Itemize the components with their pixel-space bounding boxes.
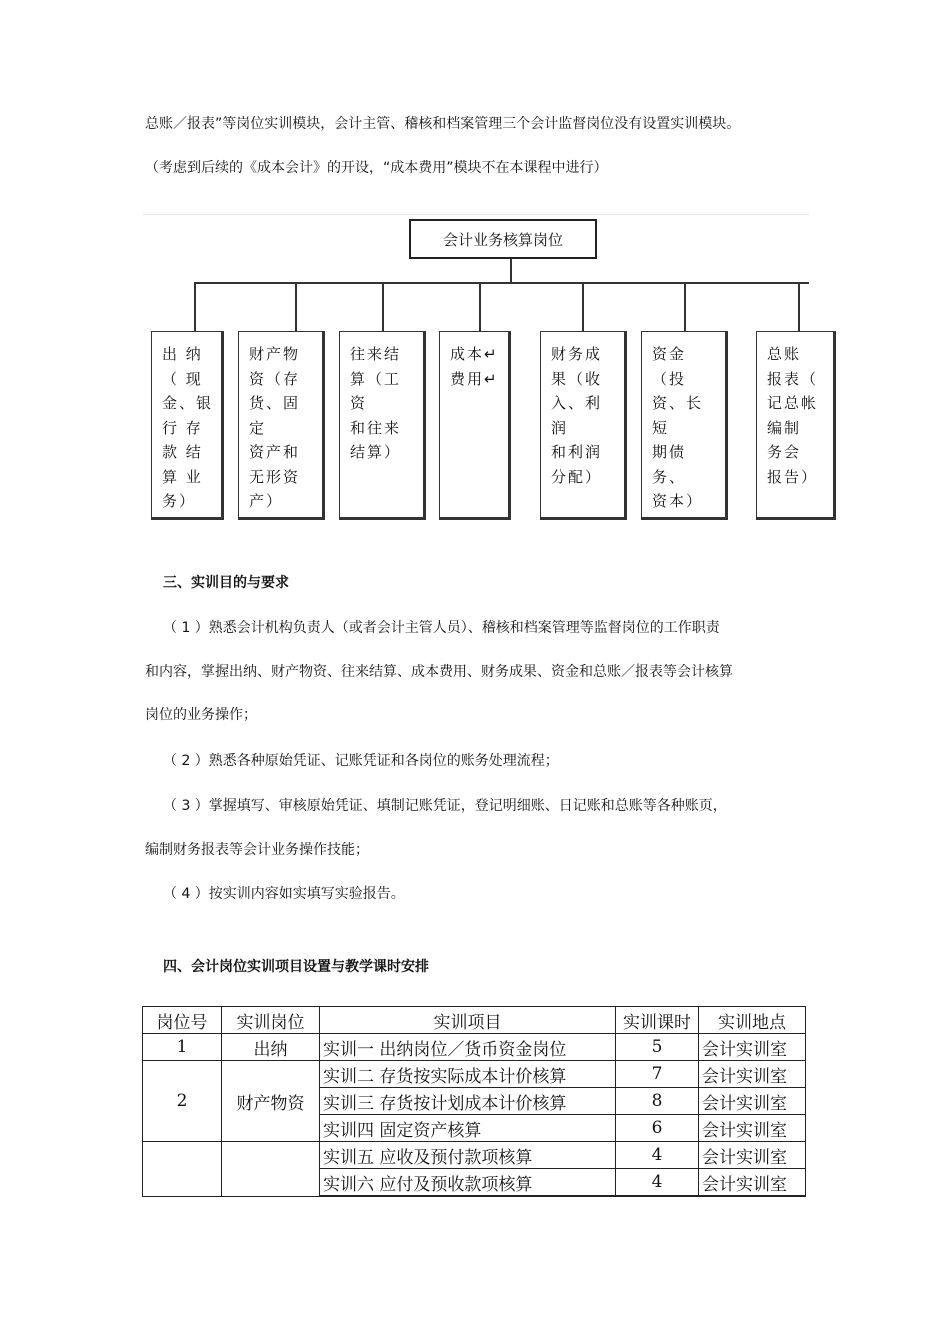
box-text: 行 存 xyxy=(162,418,203,437)
connector-root xyxy=(510,259,512,283)
connector-1 xyxy=(194,282,196,331)
chart-box-cost xyxy=(439,331,511,520)
cell-hours: 4 xyxy=(616,1142,699,1169)
chart-root-box: 会计业务核算岗位 xyxy=(409,219,597,259)
cell-hours: 8 xyxy=(616,1088,699,1115)
box-text: 期债务、 xyxy=(652,443,687,486)
chart-box-results xyxy=(540,331,627,520)
cell-hours: 7 xyxy=(616,1061,699,1088)
box-text: 出 纳 xyxy=(162,345,203,363)
box-text: 费用↵ xyxy=(450,369,499,388)
connector-2 xyxy=(295,282,297,331)
cell-project: 实训六 应付及预收款项核算 xyxy=(320,1169,616,1197)
box-text: 总账 xyxy=(767,345,802,363)
cell-project: 实训五 应收及预付款项核算 xyxy=(320,1142,616,1169)
cell-post-no: 2 xyxy=(143,1061,222,1142)
box-text: 果（收 xyxy=(551,369,603,388)
org-chart xyxy=(143,214,819,524)
section-4-heading: 四、会计岗位实训项目设置与教学课时安排 xyxy=(163,959,429,975)
box-text: 财产物 xyxy=(249,345,301,363)
table-row xyxy=(143,1061,806,1088)
table-header-row xyxy=(143,1007,806,1034)
divider-line xyxy=(143,214,809,215)
chart-box-funds xyxy=(641,331,728,520)
cell-post-no: 1 xyxy=(143,1034,222,1061)
cell-project: 实训三 存货按计划成本计价核算 xyxy=(320,1088,616,1115)
box-text: 往来结 xyxy=(350,345,402,363)
intro-line-1: 总账／报表”等岗位实训模块，会计主管、稽核和档案管理三个会计监督岗位没有设置实训模块。 xyxy=(145,116,741,132)
box-text: 款 结 xyxy=(162,443,203,461)
chart-box-property xyxy=(238,331,325,520)
box-text: 务） xyxy=(162,492,197,510)
cell-place: 会计实训室 xyxy=(699,1142,806,1169)
box-text: 编制 xyxy=(767,418,802,437)
cell-post-no-empty xyxy=(143,1142,222,1197)
section-3-heading: 三、实训目的与要求 xyxy=(163,575,289,591)
cell-place: 会计实训室 xyxy=(699,1061,806,1088)
header-cell: 实训课时 xyxy=(616,1007,699,1034)
cell-post: 财产物资 xyxy=(222,1061,320,1142)
cell-post: 出纳 xyxy=(222,1034,320,1061)
connector-5 xyxy=(582,282,584,331)
cell-project: 实训二 存货按实际成本计价核算 xyxy=(320,1061,616,1088)
box-text: 资金（投 xyxy=(652,345,687,388)
box-text: 入、利润 xyxy=(551,394,603,437)
box-text: 无形资 xyxy=(249,467,301,486)
connector-4 xyxy=(479,282,481,331)
cell-place: 会计实训室 xyxy=(699,1169,806,1197)
cell-hours: 5 xyxy=(616,1034,699,1061)
cell-hours: 4 xyxy=(616,1169,699,1197)
header-cell: 岗位号 xyxy=(143,1007,222,1034)
box-text: 成本↵ xyxy=(450,345,499,363)
table-row xyxy=(143,1034,806,1061)
box-text: 资、长短 xyxy=(652,394,704,437)
box-text: 货、固定 xyxy=(249,394,301,437)
box-text: 报告） xyxy=(767,467,819,486)
chart-box-cashier xyxy=(151,331,224,520)
box-text: 记总帐 xyxy=(767,394,819,412)
box-text: 和利润 xyxy=(551,443,603,461)
table-row xyxy=(143,1142,806,1169)
cell-post-empty xyxy=(222,1142,320,1197)
cell-place: 会计实训室 xyxy=(699,1034,806,1061)
paragraph-1-line-3: 岗位的业务操作； xyxy=(145,707,257,723)
paragraph-1-line-1: （ 1 ）熟悉会计机构负责人（或者会计主管人员）、稽核和档案管理等监督岗位的工作职责 xyxy=(163,620,720,636)
box-text: 报表（ xyxy=(767,369,819,388)
intro-line-2: （考虑到后续的《成本会计》的开设，“成本费用”模块不在本课程中进行） xyxy=(145,160,608,176)
chart-box-receivables xyxy=(339,331,426,520)
paragraph-1-line-2: 和内容，掌握出纳、财产物资、往来结算、成本费用、财务成果、资金和总账／报表等会计核算 xyxy=(145,664,733,680)
header-cell: 实训地点 xyxy=(699,1007,806,1034)
box-text: 分配） xyxy=(551,467,603,486)
connector-7 xyxy=(798,282,800,331)
box-text: 产） xyxy=(249,492,284,510)
paragraph-2: （ 2 ）熟悉各种原始凭证、记账凭证和各岗位的账务处理流程； xyxy=(163,753,559,769)
box-text: 和往来 xyxy=(350,418,402,437)
cell-place: 会计实训室 xyxy=(699,1088,806,1115)
cell-project: 实训一 出纳岗位／货币资金岗位 xyxy=(320,1034,616,1061)
training-schedule-table xyxy=(142,1006,806,1197)
box-text: 务会 xyxy=(767,443,802,461)
paragraph-3-line-1: （ 3 ）掌握填写、审核原始凭证、填制记账凭证，登记明细账、日记账和总账等各种账页， xyxy=(163,798,727,814)
box-text: 结算） xyxy=(350,443,402,461)
connector-3 xyxy=(382,282,384,331)
box-text: 资产和 xyxy=(249,443,301,461)
cell-project: 实训四 固定资产核算 xyxy=(320,1115,616,1142)
box-text: 资本） xyxy=(652,492,704,510)
paragraph-4: （ 4 ）按实训内容如实填写实验报告。 xyxy=(163,886,405,902)
cell-hours: 6 xyxy=(616,1115,699,1142)
box-text: 财务成 xyxy=(551,345,603,363)
header-cell: 实训项目 xyxy=(320,1007,616,1034)
connector-6 xyxy=(684,282,686,331)
box-text: 资（存 xyxy=(249,369,301,388)
box-text: （ 现 xyxy=(162,369,203,388)
box-text: 算（工资 xyxy=(350,369,402,412)
header-cell: 实训岗位 xyxy=(222,1007,320,1034)
cell-place: 会计实训室 xyxy=(699,1115,806,1142)
box-text: 金、银 xyxy=(162,394,214,412)
connector-horizontal xyxy=(194,282,809,284)
paragraph-3-line-2: 编制财务报表等会计业务操作技能； xyxy=(145,842,369,858)
chart-box-ledger xyxy=(756,331,836,520)
box-text: 算 业 xyxy=(162,467,203,486)
